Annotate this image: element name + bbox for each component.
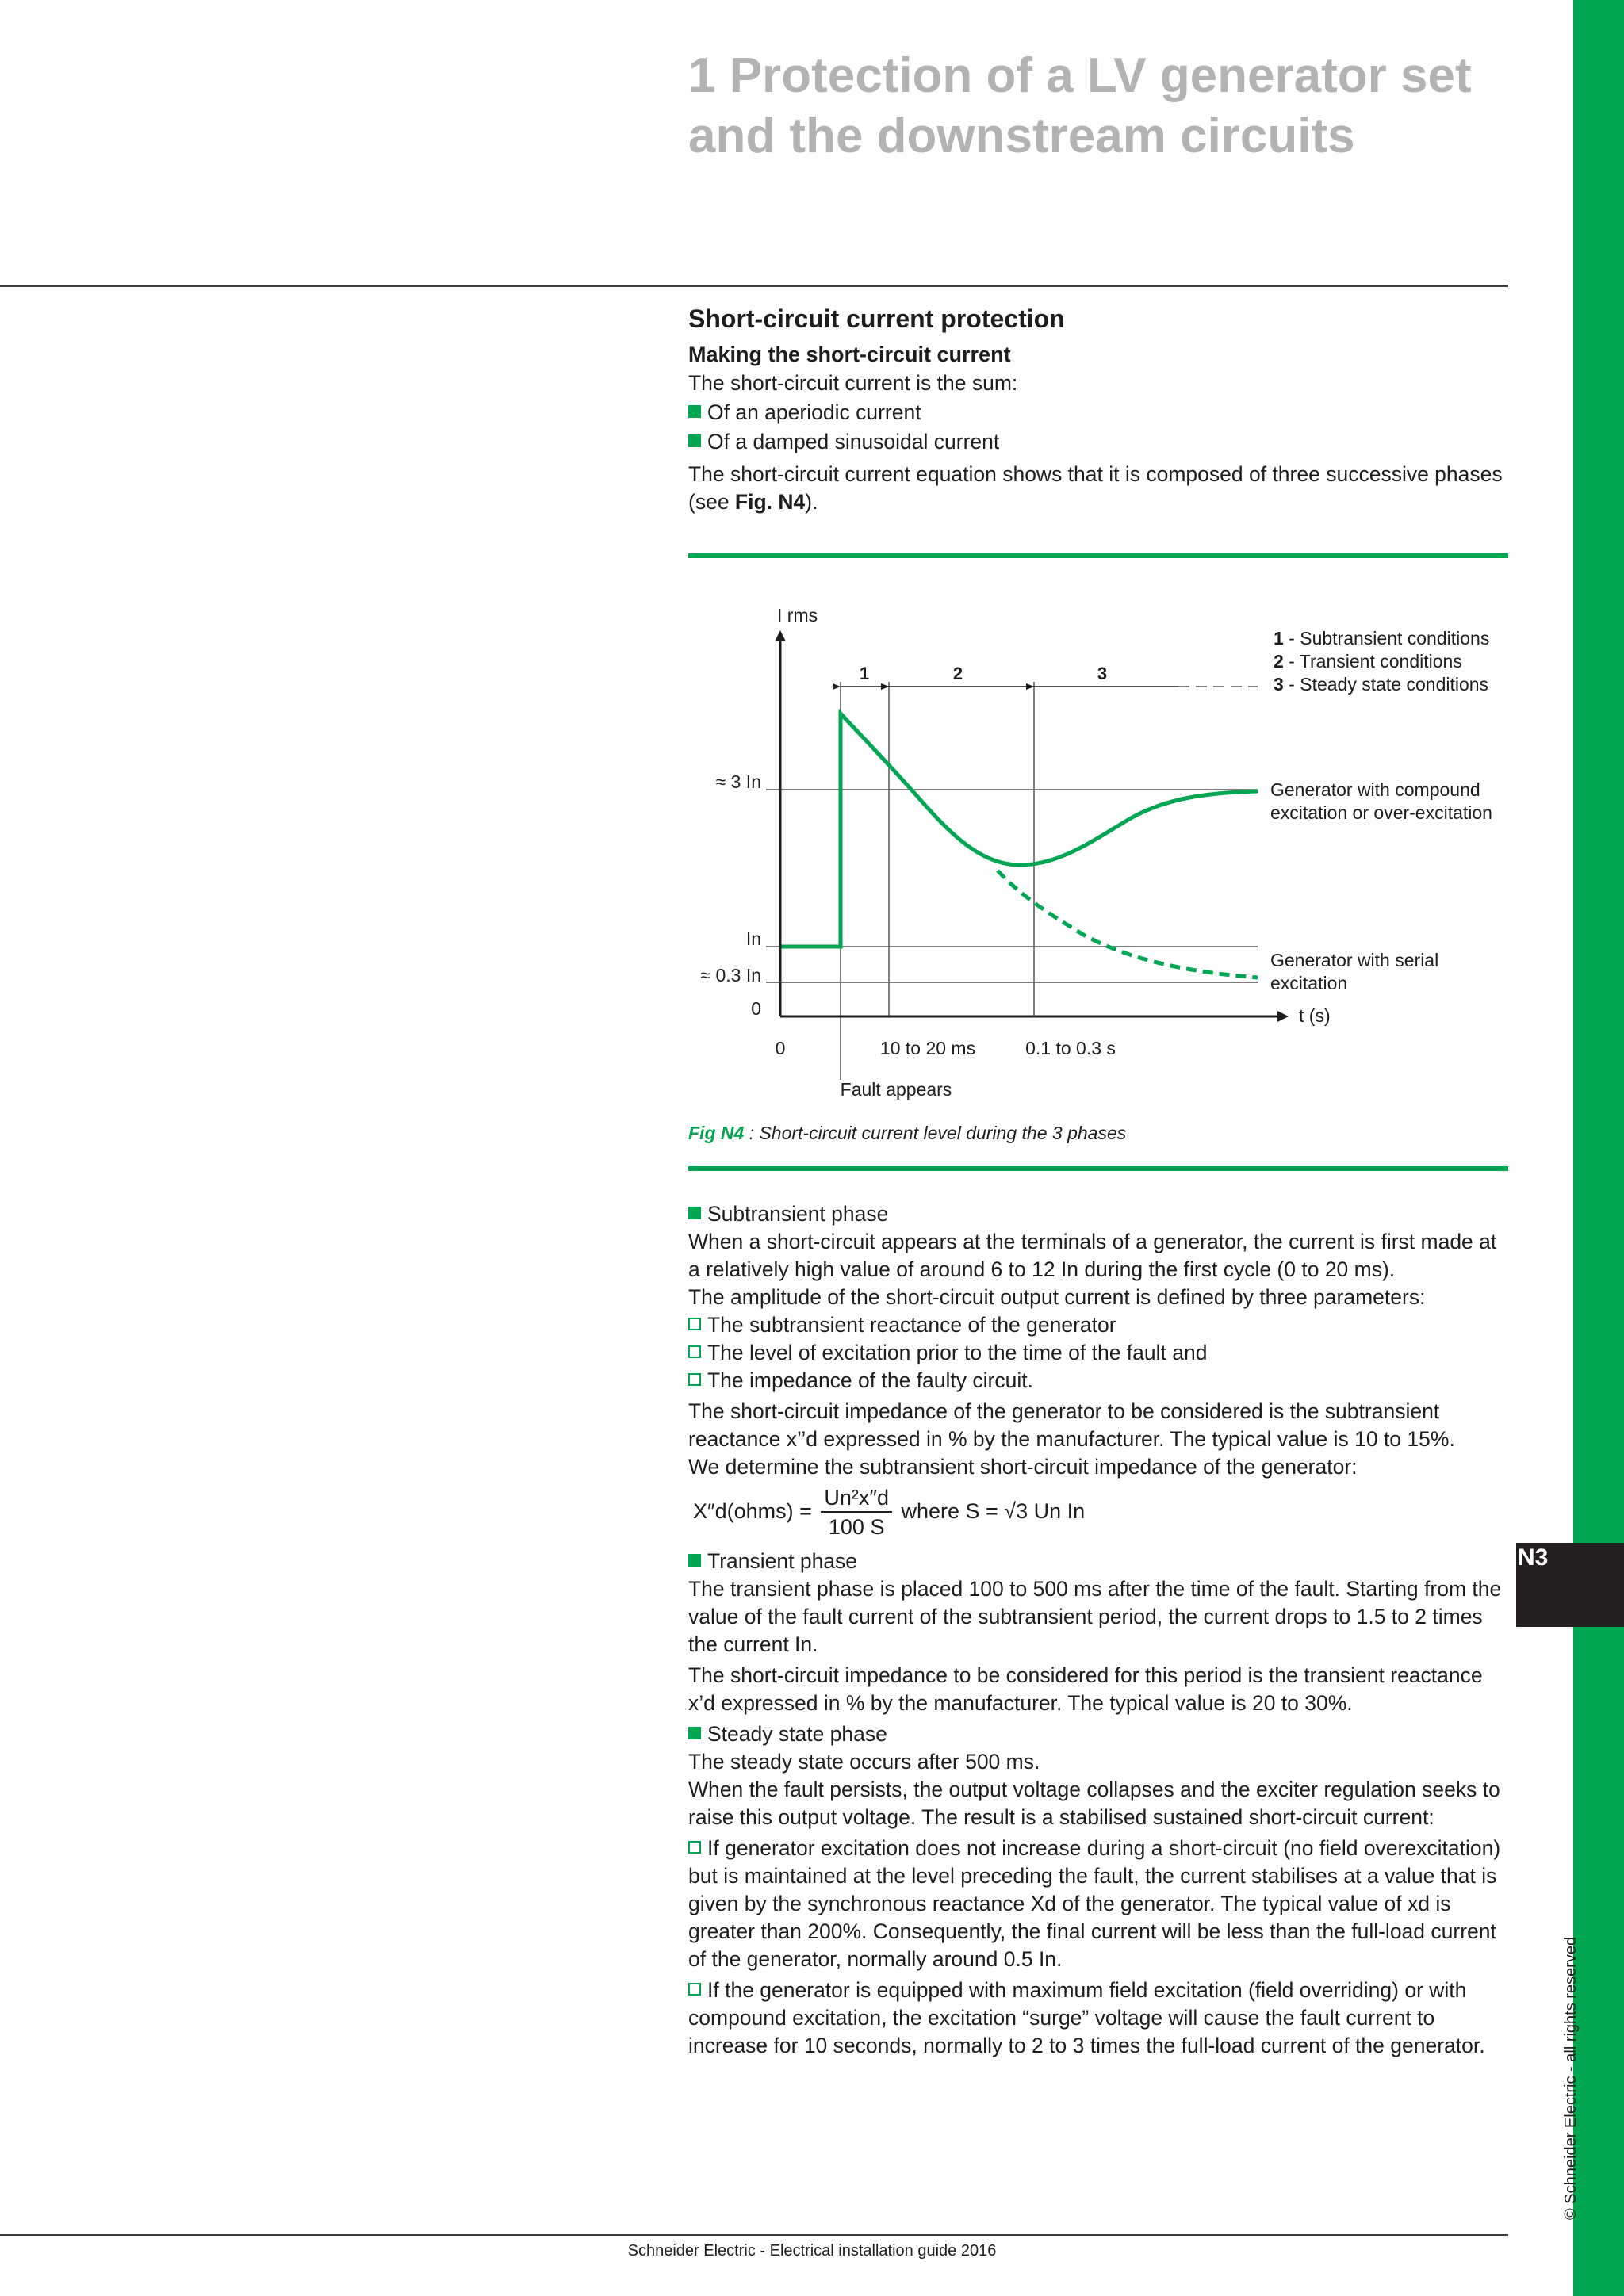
y-tick-label: ≈ 3 In xyxy=(715,771,761,792)
body-paragraph: The transient phase is placed 100 to 500 ms after the time of the fault. Starting from the value of the fault current of the subtransient period, the current drops to 1.5 to 2 times the current In. xyxy=(688,1577,1502,1656)
serial-curve-label: excitation xyxy=(1270,973,1348,993)
section-title: Short-circuit current protection xyxy=(688,304,1065,333)
intro-bullet: Of a damped sinusoidal current xyxy=(688,428,1513,456)
transient-heading: Transient phase xyxy=(688,1548,1513,1575)
formula-denominator: 100 S xyxy=(828,1515,885,1539)
body-paragraph: The amplitude of the short-circuit output current is defined by three parameters: xyxy=(688,1285,1426,1309)
figure-caption-ref: Fig N4 xyxy=(688,1123,745,1143)
x-tick-label: 0 xyxy=(775,1038,786,1058)
short-circuit-chart xyxy=(682,587,1522,1110)
legend-item: 1 - Subtransient conditions xyxy=(1274,628,1490,649)
hollow-square-icon xyxy=(688,1373,701,1386)
intro-paragraph: The short-circuit current equation shows that it is composed of three successive phases (see Fig. N4). xyxy=(688,462,1503,514)
impedance-formula xyxy=(693,1484,1085,1541)
hollow-square-icon xyxy=(688,1841,701,1854)
copyright-note: © Schneider Electric - all rights reserved xyxy=(1562,1936,1580,2220)
serial-curve-label: Generator with serial xyxy=(1270,950,1439,970)
serial-excitation-curve xyxy=(998,871,1258,978)
body-paragraph: The short-circuit impedance to be considered for this period is the transient reactance x’d expressed in % by the manufacturer. The typical value is 20 to 30%. xyxy=(688,1663,1483,1715)
y-axis-label: I rms xyxy=(777,605,818,626)
hollow-square-icon xyxy=(688,1318,701,1330)
compound-curve-label: excitation or over-excitation xyxy=(1270,802,1492,823)
hollow-square-icon xyxy=(688,1345,701,1358)
bullet-square-icon xyxy=(688,1207,701,1219)
body-paragraph: The short-circuit impedance of the generator to be considered is the subtransient reactance x’’d expressed in % by the manufacturer. The typical value is 10 to 15%. xyxy=(688,1399,1455,1451)
phase-number: 3 xyxy=(1097,664,1108,683)
steady-item: If generator excitation does not increase during a short-circuit (no field overexcitation) but is maintained at the level preceding the fault, the current stabilises at a value that is given by the synchronous reactance Xd of the generator. The typical value of xd is greater than 200%. Consequently, the final current will be less than the full-load current of the generator, normally around 0.5 In. xyxy=(688,1836,1501,1971)
parameter-item: The level of excitation prior to the time of the fault and xyxy=(688,1339,1513,1367)
figure-caption: Fig N4 : Short-circuit current level during the 3 phases xyxy=(688,1123,1127,1143)
formula-rhs: where S = √3 Un In xyxy=(901,1499,1086,1524)
compound-curve-label: Generator with compound xyxy=(1270,779,1480,800)
formula-fraction xyxy=(821,1484,892,1541)
subtransient-section xyxy=(688,1200,1513,1481)
body-paragraph: When a short-circuit appears at the terminals of a generator, the current is first made at a relatively high value of around 6 to 12 In during the first cycle (0 to 20 ms). xyxy=(688,1230,1497,1281)
bullet-square-icon xyxy=(688,1554,701,1567)
x-tick-label: 0.1 to 0.3 s xyxy=(1025,1038,1116,1058)
bullet-square-icon xyxy=(688,1727,701,1739)
intro-bullet: Of an aperiodic current xyxy=(688,399,1513,427)
y-tick-label: 0 xyxy=(751,998,761,1019)
x-axis-label: t (s) xyxy=(1299,1005,1331,1026)
page-footer: Schneider Electric - Electrical installation guide 2016 xyxy=(627,2242,997,2260)
phase-number: 1 xyxy=(859,664,870,683)
formula-numerator: Un²x″d xyxy=(821,1484,892,1513)
top-rule xyxy=(0,285,1508,287)
x-tick-label: 10 to 20 ms xyxy=(879,1038,976,1058)
legend-item: 3 - Steady state conditions xyxy=(1274,674,1489,695)
parameter-item: The subtransient reactance of the generator xyxy=(688,1311,1513,1339)
steady-item: If the generator is equipped with maximum field excitation (field overriding) or with compound excitation, the excitation “surge” voltage will cause the fault current to increase for 10 seconds, normally to 2 to 3 times the full-load current of the generator. xyxy=(688,1978,1485,2057)
chapter-tab xyxy=(1516,1543,1624,1627)
title-line-1: 1 Protection of a LV generator set xyxy=(688,48,1472,103)
bullet-square-icon xyxy=(688,434,701,447)
steady-heading: Steady state phase xyxy=(688,1720,1513,1748)
y-tick-label: In xyxy=(745,928,761,949)
compound-excitation-curve xyxy=(780,714,1258,947)
transient-steady-section xyxy=(688,1548,1513,2060)
figure-bottom-rule xyxy=(688,1166,1508,1171)
bullet-square-icon xyxy=(688,405,701,418)
page-title xyxy=(688,46,1529,166)
title-line-2: and the downstream circuits xyxy=(688,109,1355,163)
parameter-item: The impedance of the faulty circuit. xyxy=(688,1367,1513,1395)
side-green-bar xyxy=(1573,0,1624,2296)
phase-number: 2 xyxy=(952,664,963,683)
intro-text: The short-circuit current is the sum: xyxy=(688,371,1018,395)
bottom-rule xyxy=(0,2234,1508,2236)
body-paragraph: When the fault persists, the output voltage collapses and the exciter regulation seeks to raise this output voltage. The result is a stabilised sustained short-circuit current: xyxy=(688,1777,1500,1829)
y-tick-label: ≈ 0.3 In xyxy=(700,965,761,985)
legend-item: 2 - Transient conditions xyxy=(1274,651,1462,672)
fault-appears-label: Fault appears xyxy=(840,1079,952,1100)
hollow-square-icon xyxy=(688,1983,701,1996)
figure-reference: Fig. N4 xyxy=(734,490,806,514)
body-paragraph: We determine the subtransient short-circuit impedance of the generator: xyxy=(688,1455,1358,1479)
formula-lhs: X″d(ohms) = xyxy=(693,1499,812,1524)
section-subtitle: Making the short-circuit current xyxy=(688,342,1011,366)
body-paragraph: The steady state occurs after 500 ms. xyxy=(688,1750,1040,1774)
figure-top-rule xyxy=(688,553,1508,558)
subtransient-heading: Subtransient phase xyxy=(688,1200,1513,1228)
section-intro xyxy=(688,303,1513,516)
chapter-tab-label: N3 xyxy=(1518,1544,1549,1571)
